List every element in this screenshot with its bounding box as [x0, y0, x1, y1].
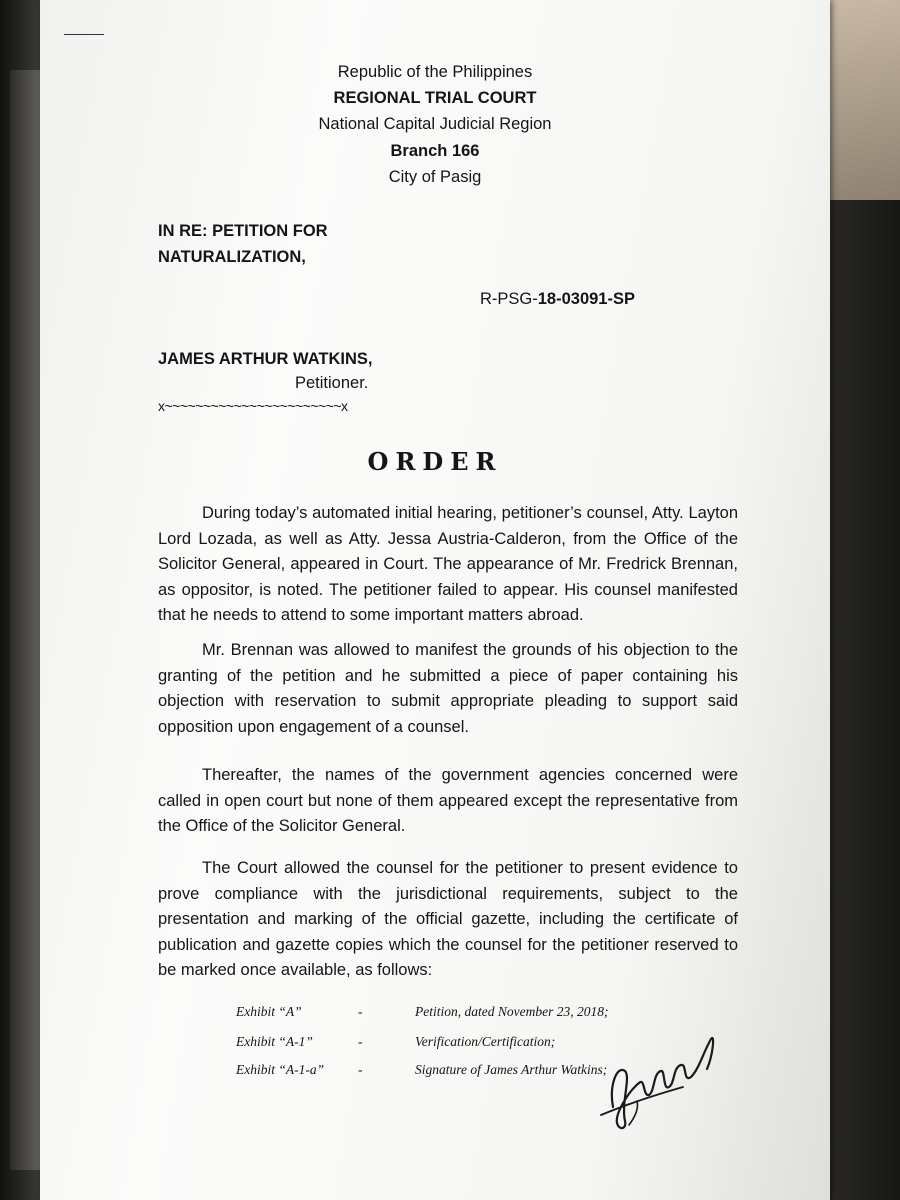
exhibit-description: Verification/Certification; — [415, 1034, 556, 1049]
paragraph-3: Thereafter, the names of the government agencies concerned were called in open court but none of them appeared except the representative from the Office of the Solicitor General. — [158, 766, 738, 835]
header-region: National Capital Judicial Region — [318, 115, 552, 133]
exhibit-description: Signature of James Arthur Watkins; — [415, 1062, 608, 1077]
paragraph-4: The Court allowed the counsel for the petitioner to present evidence to prove compliance with the jurisdictional requirements, subject to the presentation and marking of the official gazette, including the certificate of publication and gazette copies which the counsel for the petitioner reserved to be marked once available, as follows: — [158, 859, 738, 979]
header-republic: Republic of the Philippines — [337, 63, 533, 81]
background-paper-corner — [820, 0, 900, 200]
case-number — [480, 289, 635, 309]
paragraph-1: During today’s automated initial hearing, petitioner’s counsel, Atty. Layton Lord Lozada, as well as Atty. Jessa Austria-Calderon, from the Office of the Solicitor General, appeared in Court. The appearance of Mr. Fredrick Brennan, as oppositor, is noted. The petitioner failed to appear. His counsel manifested that he needs to attend to some important matters abroad. — [158, 504, 738, 624]
case-number-value: 18-03091-SP — [537, 290, 635, 308]
exhibit-dash: - — [358, 1004, 363, 1019]
document-title: ORDER — [367, 447, 503, 476]
exhibit-label: Exhibit “A” — [236, 1004, 302, 1019]
header-branch: Branch 166 — [390, 142, 480, 160]
exhibit-description: Petition, dated November 23, 2018; — [415, 1004, 609, 1019]
header-court: REGIONAL TRIAL COURT — [333, 89, 537, 107]
exhibit-label: Exhibit “A-1-a” — [236, 1062, 325, 1077]
case-number-prefix: R-PSG- — [480, 290, 538, 308]
petitioner-role: Petitioner. — [295, 374, 369, 392]
exhibit-label: Exhibit “A-1” — [236, 1034, 313, 1049]
caption-separator: x~~~~~~~~~~~~~~~~~~~~~~~x — [158, 398, 348, 414]
petitioner-name: JAMES ARTHUR WATKINS, — [158, 350, 373, 368]
paragraph-2: Mr. Brennan was allowed to manifest the grounds of his objection to the granting of the petition and he submitted a piece of paper containing his objection with reservation to submit appropriate pleading to support said opposition upon engagement of a counsel. — [158, 641, 738, 736]
exhibit-dash: - — [358, 1034, 363, 1049]
exhibit-dash: - — [358, 1062, 363, 1077]
handwritten-signature — [595, 1025, 725, 1135]
in-re-line-1: IN RE: PETITION FOR — [158, 222, 328, 240]
header-city: City of Pasig — [388, 168, 482, 186]
top-margin-mark — [64, 34, 104, 35]
in-re-line-2: NATURALIZATION, — [158, 248, 306, 266]
document-page — [40, 0, 830, 1200]
